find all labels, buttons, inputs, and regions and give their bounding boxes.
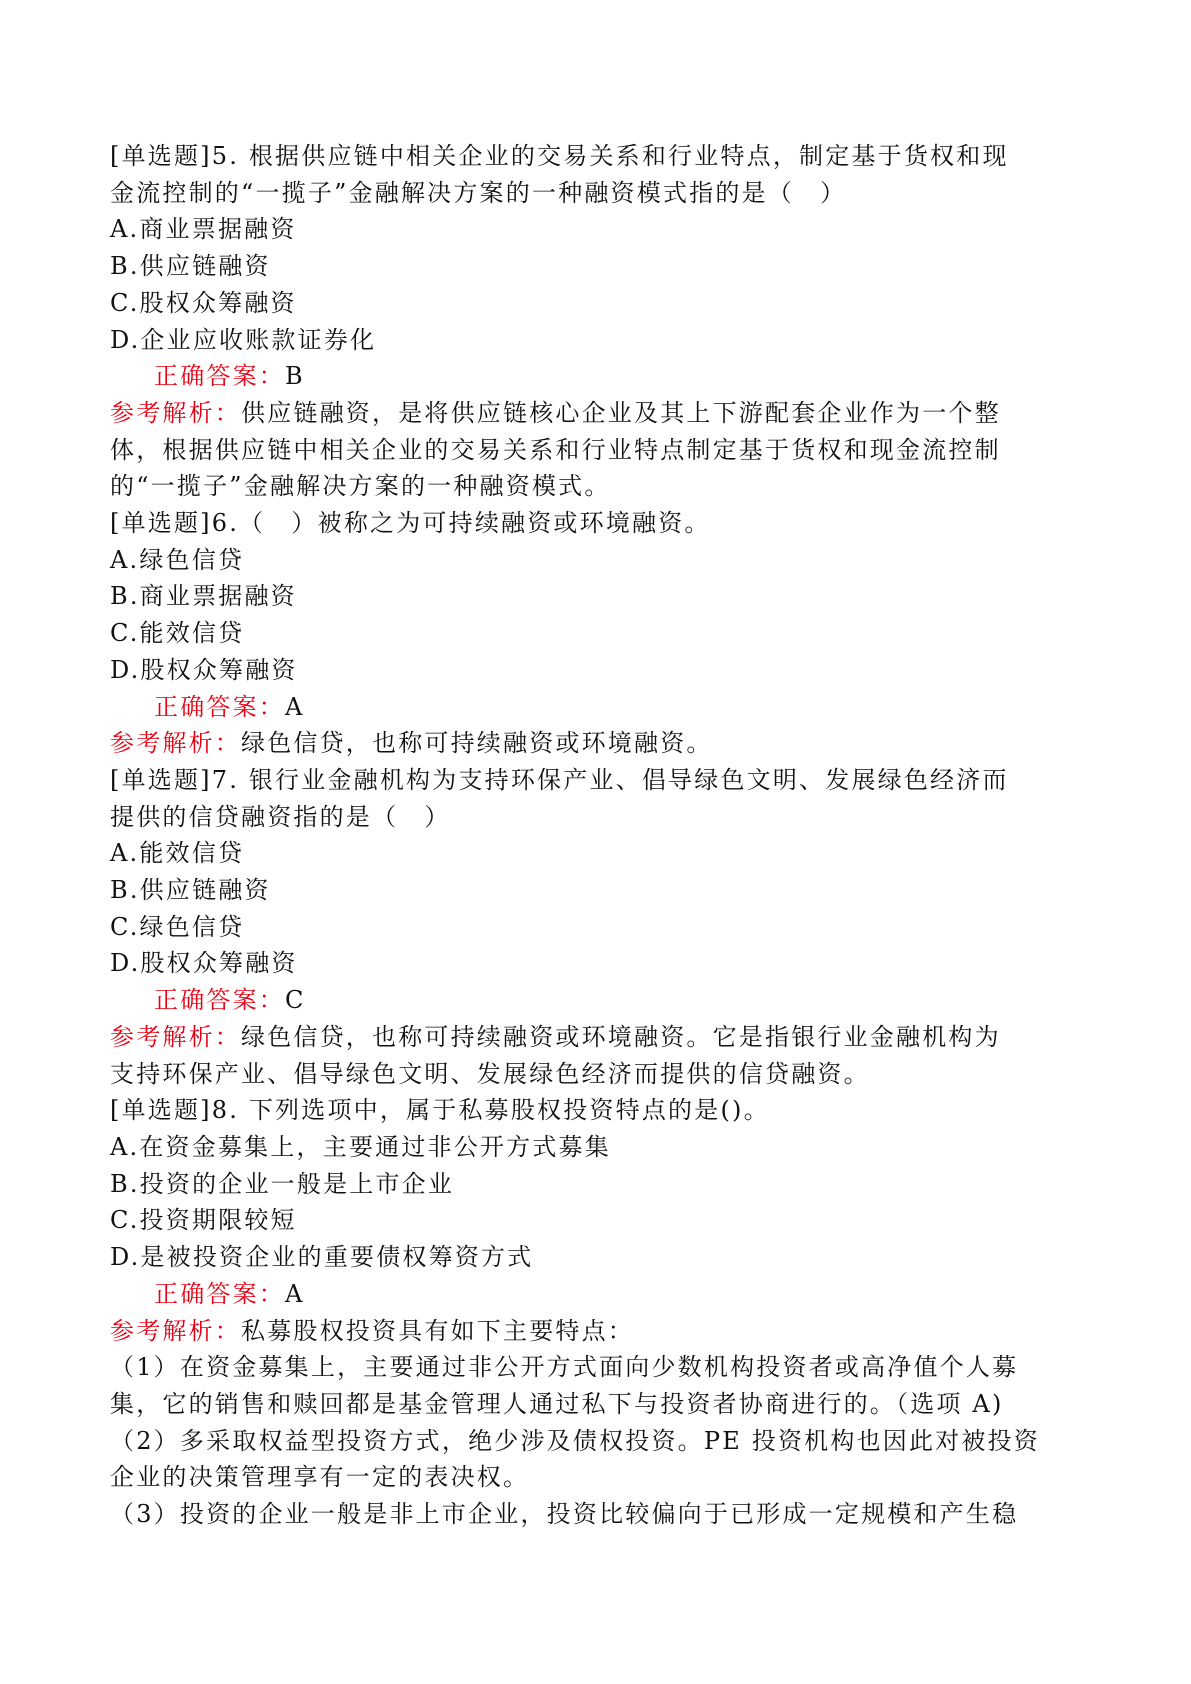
correct-answer	[110, 1276, 1090, 1313]
analysis-line: 企业的决策管理享有一定的表决权。	[110, 1463, 530, 1492]
option-c: C.能效信贷	[110, 619, 245, 648]
question-stem-line: 提供的信贷融资指的是（ ）	[110, 802, 451, 831]
option-a: A.在资金募集上，主要通过非公开方式募集	[110, 1132, 611, 1161]
document-page	[110, 138, 1090, 1533]
option-c: C.股权众筹融资	[110, 288, 297, 317]
question-stem-line: [单选题]6.（ ）被称之为可持续融资或环境融资。	[110, 509, 711, 538]
answer-value: B	[285, 362, 305, 391]
analysis-line: 支持环保产业、倡导绿色文明、发展绿色经济而提供的信贷融资。	[110, 1059, 870, 1088]
analysis-label: 参考解析：	[110, 729, 241, 758]
analysis-line: 的“一揽子”金融解决方案的一种融资模式。	[110, 472, 611, 501]
option-d: D.股权众筹融资	[110, 949, 298, 978]
analysis-line	[110, 1313, 1090, 1350]
answer-label: 正确答案：	[154, 1279, 285, 1308]
option-d: D.是被投资企业的重要债权筹资方式	[110, 1243, 534, 1272]
option-d: D.股权众筹融资	[110, 655, 298, 684]
analysis-line: （3）投资的企业一般是非上市企业，投资比较偏向于已形成一定规模和产生稳	[110, 1500, 1019, 1529]
analysis-line: 体，根据供应链中相关企业的交易关系和行业特点制定基于货权和现金流控制	[110, 435, 1001, 464]
question-8	[110, 1092, 1090, 1532]
correct-answer	[110, 689, 1090, 726]
question-stem-line: [单选题]7. 银行业金融机构为支持环保产业、倡导绿色文明、发展绿色经济而	[110, 765, 1009, 794]
analysis-text: 私募股权投资具有如下主要特点：	[241, 1316, 634, 1345]
analysis-label: 参考解析：	[110, 398, 241, 427]
answer-value: C	[285, 986, 306, 1015]
analysis-line	[110, 1019, 1090, 1056]
question-7	[110, 762, 1090, 1092]
analysis-label: 参考解析：	[110, 1022, 241, 1051]
analysis-line	[110, 395, 1090, 432]
answer-value: A	[285, 1279, 305, 1308]
question-stem-line: 金流控制的“一揽子”金融解决方案的一种融资模式指的是（ ）	[110, 178, 847, 207]
correct-answer	[110, 982, 1090, 1019]
option-b: B.投资的企业一般是上市企业	[110, 1169, 455, 1198]
question-5	[110, 138, 1090, 505]
option-d: D.企业应收账款证券化	[110, 325, 377, 354]
question-stem-line: [单选题]5. 根据供应链中相关企业的交易关系和行业特点，制定基于货权和现	[110, 142, 1009, 170]
analysis-text: 绿色信贷，也称可持续融资或环境融资。	[241, 729, 713, 758]
correct-answer	[110, 358, 1090, 395]
option-c: C.绿色信贷	[110, 912, 245, 941]
analysis-label: 参考解析：	[110, 1316, 241, 1345]
analysis-text: 供应链融资，是将供应链核心企业及其上下游配套企业作为一个整	[241, 398, 1001, 427]
analysis-text: 绿色信贷，也称可持续融资或环境融资。它是指银行业金融机构为	[241, 1022, 1001, 1051]
option-a: A.能效信贷	[110, 839, 245, 868]
analysis-line	[110, 725, 1090, 762]
answer-label: 正确答案：	[154, 692, 285, 721]
option-a: A.绿色信贷	[110, 545, 245, 574]
option-b: B.供应链融资	[110, 252, 271, 281]
option-a: A.商业票据融资	[110, 215, 297, 244]
option-b: B.供应链融资	[110, 876, 271, 905]
answer-value: A	[285, 692, 305, 721]
question-6	[110, 505, 1090, 762]
question-stem-line: [单选题]8. 下列选项中，属于私募股权投资特点的是()。	[110, 1096, 770, 1125]
analysis-line: （1）在资金募集上，主要通过非公开方式面向少数机构投资者或高净值个人募	[110, 1353, 1019, 1382]
option-c: C.投资期限较短	[110, 1206, 297, 1235]
answer-label: 正确答案：	[154, 986, 285, 1015]
analysis-line: 集，它的销售和赎回都是基金管理人通过私下与投资者协商进行的。（选项 A)	[110, 1389, 1004, 1418]
answer-label: 正确答案：	[154, 362, 285, 391]
analysis-line: （2）多采取权益型投资方式，绝少涉及债权投资。PE 投资机构也因此对被投资	[110, 1426, 1040, 1455]
option-b: B.商业票据融资	[110, 582, 297, 611]
